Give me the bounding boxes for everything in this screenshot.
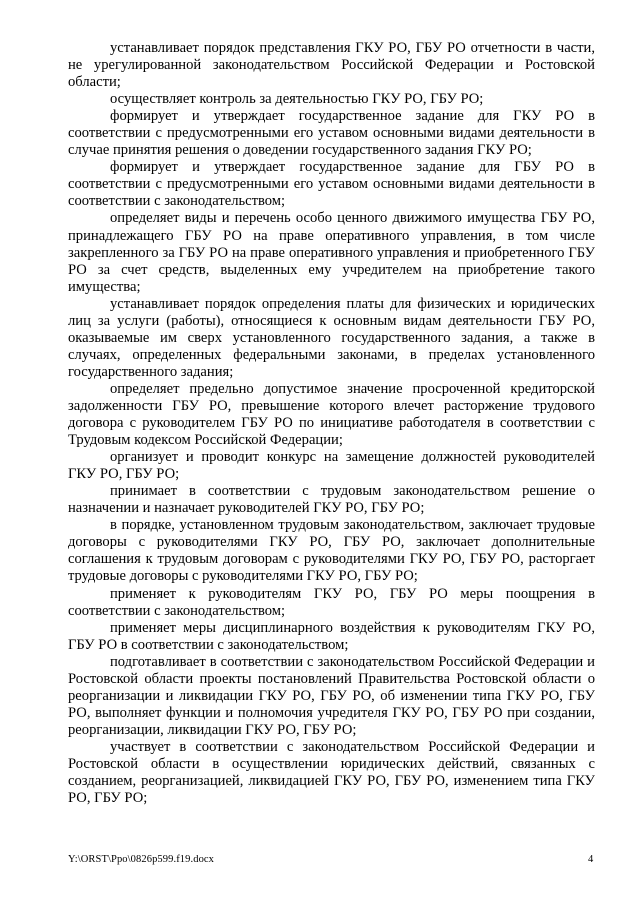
paragraph-3: формирует и утверждает государственное задание для ГКУ РО в соответствии с предусмотренными его уставом основными видами деятельности в случае принятия решения о доведении государственного задания ГКУ РО; xyxy=(68,108,595,159)
paragraph-7: определяет предельно допустимое значение просроченной кредиторской задолженности ГБУ РО, превышение которого влечет расторжение трудового договора с руководителем ГБУ РО по инициативе работодателя в соответствии с Трудовым кодексом Российской Федерации; xyxy=(68,380,595,449)
paragraph-9: принимает в соответствии с трудовым законодательством решение о назначении и назначает руководителей ГКУ РО, ГБУ РО; xyxy=(68,483,595,517)
paragraph-8: организует и проводит конкурс на замещение должностей руководителей ГКУ РО, ГБУ РО; xyxy=(68,449,595,483)
paragraph-11: применяет к руководителям ГКУ РО, ГБУ РО меры поощрения в соответствии с законодательством; xyxy=(68,585,595,619)
document-body xyxy=(68,40,595,807)
paragraph-5: определяет виды и перечень особо ценного движимого имущества ГБУ РО, принадлежащего ГБУ РО на праве оперативного управления, в том числе закрепленного за ГБУ РО на праве оперативного управления и приобретенного ГБУ РО за счет средств, выделенных ему учредителем на приобретение такого имущества; xyxy=(68,210,595,295)
paragraph-13: подготавливает в соответствии с законодательством Российской Федерации и Ростовской области проекты постановлений Правительства Ростовской области о реорганизации и ликвидации ГКУ РО, ГБУ РО, об изменении типа ГКУ РО, ГБУ РО, выполняет функции и полномочия учредителя ГКУ РО, ГБУ РО при создании, реорганизации, ликвидации ГКУ РО, ГБУ РО; xyxy=(68,653,595,738)
footer-page-number: 4 xyxy=(588,854,594,865)
paragraph-4: формирует и утверждает государственное задание для ГБУ РО в соответствии с предусмотренными его уставом основными видами деятельности в соответствии с законодательством; xyxy=(68,159,595,210)
paragraph-12: применяет меры дисциплинарного воздействия к руководителям ГКУ РО, ГБУ РО в соответствии с законодательством; xyxy=(68,619,595,653)
paragraph-2: осуществляет контроль за деятельностью ГКУ РО, ГБУ РО; xyxy=(110,91,484,108)
paragraph-10: в порядке, установленном трудовым законодательством, заключает трудовые договоры с руководителями ГКУ РО, ГБУ РО, заключает дополнительные соглашения к трудовым договорам с руководителями ГКУ РО, ГБУ РО, расторгает трудовые договоры с руководителями ГКУ РО, ГБУ РО; xyxy=(68,517,595,585)
paragraph-14: участвует в соответствии с законодательством Российской Федерации и Ростовской области в осуществлении юридических действий, связанных с созданием, реорганизацией, ликвидацией ГКУ РО, ГБУ РО, изменением типа ГКУ РО, ГБУ РО; xyxy=(68,738,595,807)
paragraph-1: устанавливает порядок представления ГКУ РО, ГБУ РО отчетности в части, не урегулированной законодательством Российской Федерации и Ростовской области; xyxy=(68,40,595,91)
paragraph-6: устанавливает порядок определения платы для физических и юридических лиц за услуги (работы), относящиеся к основным видам деятельности ГБУ РО, оказываемые им сверх установленного государственного задания, а также в случаях, определенных федеральными законами, в пределах установленного государственного задания; xyxy=(68,295,595,380)
footer-file-path: Y:\ORST\Ppo\0826p599.f19.docx xyxy=(68,854,215,865)
